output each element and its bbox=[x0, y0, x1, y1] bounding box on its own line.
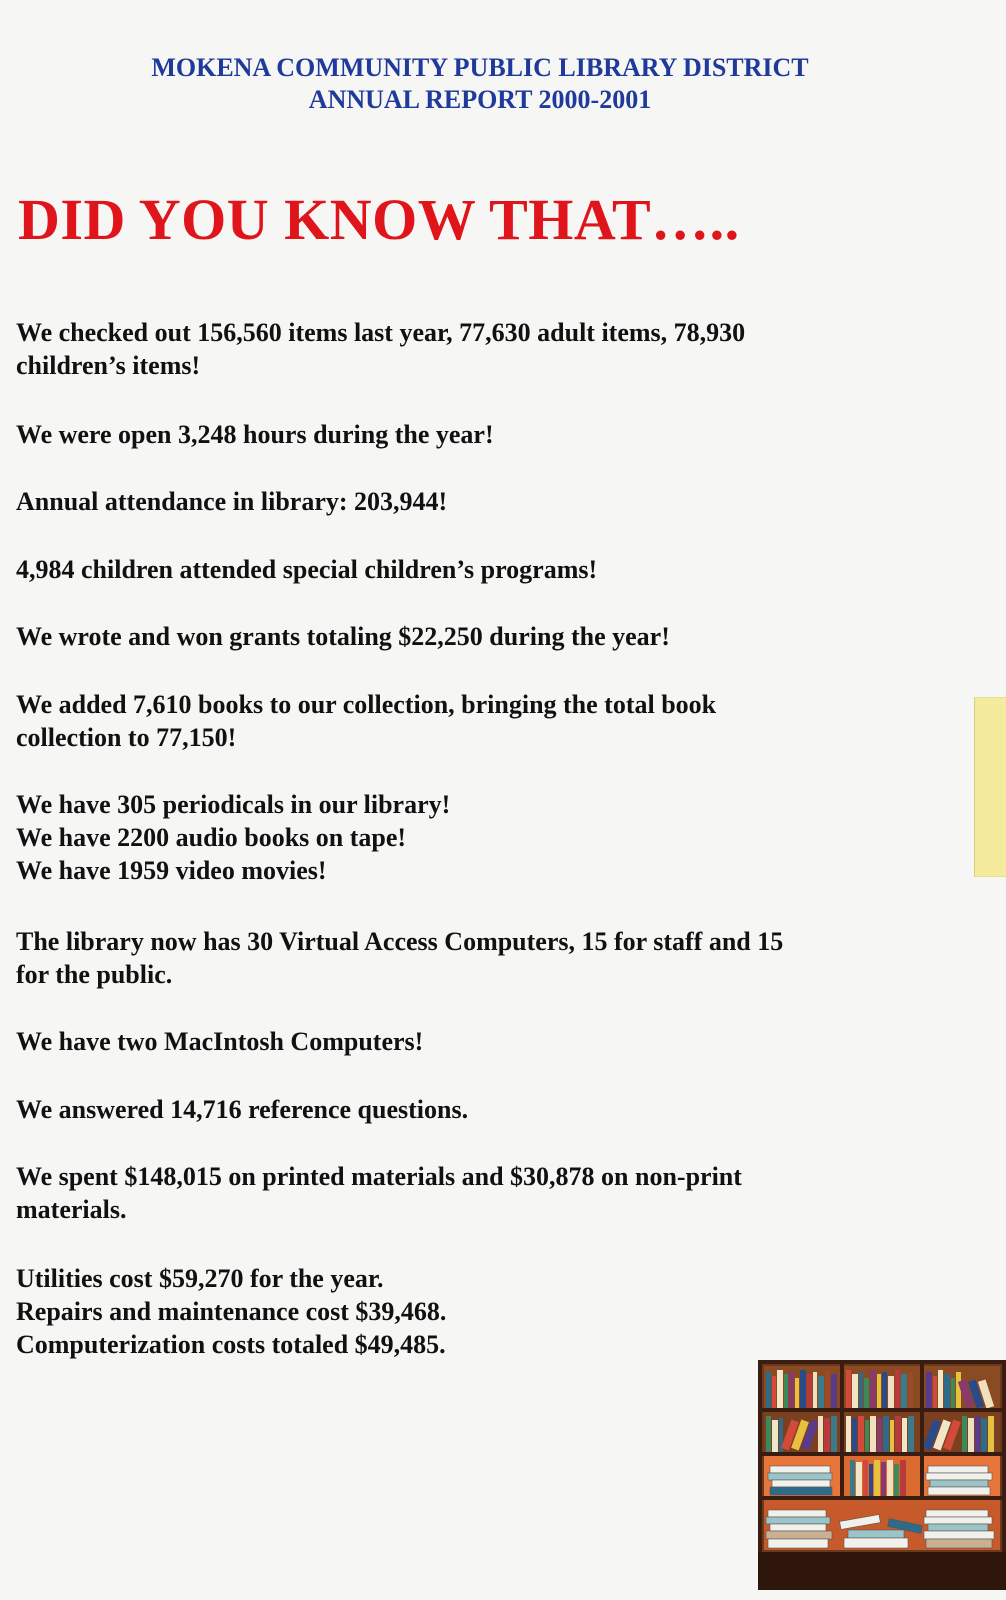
fact-line: children’s items! bbox=[16, 351, 201, 380]
fact-line: We have 2200 audio books on tape! bbox=[16, 823, 407, 852]
fact-line: We spent $148,015 on printed materials and $30,878 on non-print bbox=[16, 1162, 742, 1191]
fact-line: The library now has 30 Virtual Access Computers, 15 for staff and 15 bbox=[16, 927, 784, 956]
fact-costs bbox=[16, 1262, 946, 1361]
report-year: ANNUAL REPORT 2000-2001 bbox=[308, 85, 652, 114]
fact-line: Computerization costs totaled $49,485. bbox=[16, 1330, 446, 1359]
fact-line: We added 7,610 books to our collection, bringing the total book bbox=[16, 690, 717, 719]
fact-media bbox=[16, 788, 946, 887]
library-name: MOKENA COMMUNITY PUBLIC LIBRARY DISTRICT bbox=[151, 53, 809, 82]
fact-line: materials. bbox=[16, 1195, 127, 1224]
fact-line: 4,984 children attended special children’s programs! bbox=[16, 555, 598, 584]
fact-line: We answered 14,716 reference questions. bbox=[16, 1095, 469, 1124]
fact-line: We wrote and won grants totaling $22,250 during the year! bbox=[16, 622, 670, 651]
fact-line: Annual attendance in library: 203,944! bbox=[16, 487, 448, 516]
fact-reference bbox=[16, 1093, 946, 1126]
fact-computers bbox=[16, 925, 946, 991]
page-title: DID YOU KNOW THAT….. bbox=[18, 187, 740, 252]
fact-line: We checked out 156,560 items last year, 77,630 adult items, 78,930 bbox=[16, 318, 746, 347]
fact-books-added bbox=[16, 688, 946, 754]
fact-line: Utilities cost $59,270 for the year. bbox=[16, 1264, 384, 1293]
fact-line: Repairs and maintenance cost $39,468. bbox=[16, 1297, 447, 1326]
fact-line: We have 305 periodicals in our library! bbox=[16, 790, 451, 819]
fact-line: for the public. bbox=[16, 960, 173, 989]
fact-materials-spending bbox=[16, 1160, 946, 1226]
fact-line: collection to 77,150! bbox=[16, 723, 237, 752]
fact-line: We were open 3,248 hours during the year! bbox=[16, 420, 494, 449]
report-header bbox=[0, 52, 960, 116]
fact-macintosh bbox=[16, 1025, 946, 1058]
fact-checkouts bbox=[16, 316, 946, 382]
bookshelf-illustration bbox=[758, 1360, 1006, 1590]
fact-hours bbox=[16, 418, 946, 451]
sticky-note bbox=[974, 697, 1006, 877]
fact-children-programs bbox=[16, 553, 946, 586]
fact-grants bbox=[16, 620, 946, 653]
fact-attendance bbox=[16, 485, 946, 518]
bookshelf-icon bbox=[758, 1360, 1006, 1590]
fact-line: We have two MacIntosh Computers! bbox=[16, 1027, 424, 1056]
fact-line: We have 1959 video movies! bbox=[16, 856, 327, 885]
